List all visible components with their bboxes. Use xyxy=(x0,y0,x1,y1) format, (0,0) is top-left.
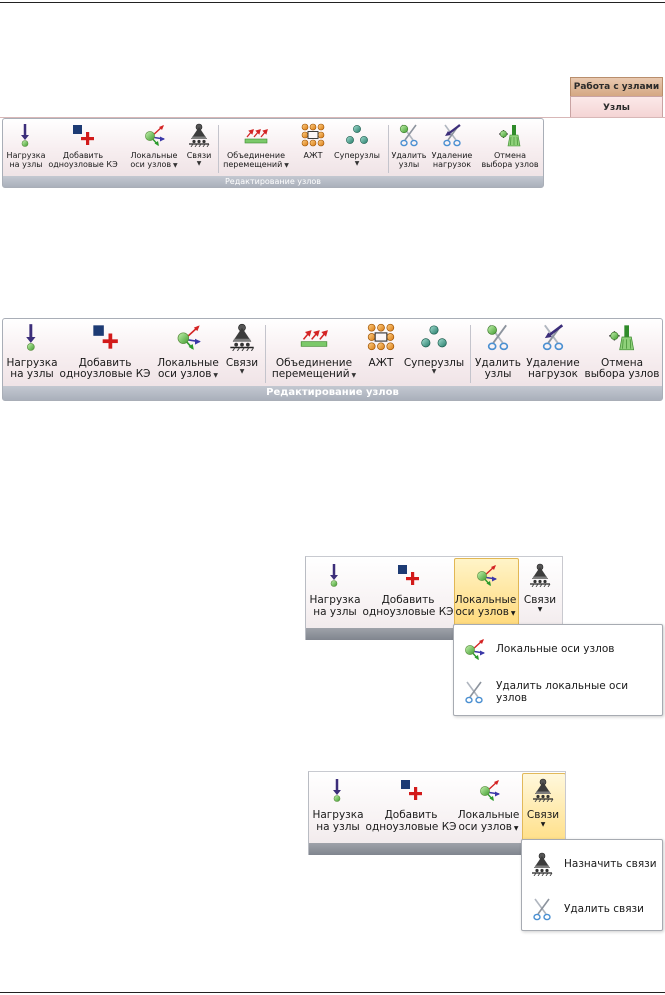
add-single-node-fe-button[interactable] xyxy=(61,323,149,381)
load-on-nodes-button[interactable] xyxy=(311,778,365,833)
local-axes-icon xyxy=(462,637,486,661)
add-fe-label-1: Добавить xyxy=(381,594,435,606)
delete-loads-label-1: Удаление xyxy=(431,151,473,160)
local-axes-label-2: оси узлов xyxy=(157,368,212,381)
delete-nodes-button[interactable] xyxy=(391,123,427,169)
add-fe-label-2: одноузловые КЭ xyxy=(48,159,118,169)
deselect-label-1: Отмена xyxy=(600,357,644,369)
menu-item-delete-supports[interactable] xyxy=(522,892,662,926)
chevron-down-icon: ▼ xyxy=(196,159,202,167)
load-label-1: Нагрузка xyxy=(309,594,361,606)
merge-displacements-button[interactable] xyxy=(223,123,289,169)
delete-loads-button[interactable] xyxy=(524,323,582,381)
delete-nodes-icon xyxy=(484,323,512,351)
supernodes-icon xyxy=(345,123,369,147)
ribbon-group-small xyxy=(2,118,544,188)
chevron-down-icon: ▼ xyxy=(349,372,357,380)
load-on-nodes-button[interactable] xyxy=(308,563,362,618)
group-separator xyxy=(218,125,219,173)
group-separator xyxy=(265,325,266,383)
chevron-down-icon: ▼ xyxy=(540,820,546,828)
menu-item-label: Удалить связи xyxy=(564,903,644,915)
deselect-nodes-button[interactable] xyxy=(583,323,661,381)
merge-displacements-icon xyxy=(300,323,328,351)
menu-item-label: Назначить связи xyxy=(564,858,657,870)
ribbon-edge xyxy=(562,557,563,628)
deselect-nodes-button[interactable] xyxy=(478,123,542,169)
tab-nodes[interactable]: Узлы xyxy=(570,96,663,118)
delete-loads-icon xyxy=(539,323,567,351)
chevron-down-icon: ▼ xyxy=(511,824,519,832)
delete-loads-label-2: нагрузок xyxy=(432,159,472,169)
supports-label: Связи xyxy=(225,357,259,369)
add-fe-label-2: одноузловые КЭ xyxy=(365,820,457,833)
delete-loads-label-1: Удаление xyxy=(526,357,580,369)
local-axes-button[interactable] xyxy=(456,778,521,833)
supernodes-label: Суперузлы xyxy=(334,151,380,160)
menu-item-assign-supports[interactable] xyxy=(522,848,662,880)
page-bottom-rule xyxy=(0,992,665,993)
support-icon xyxy=(531,778,555,802)
load-icon xyxy=(326,778,350,802)
merge-label-1: Объединение xyxy=(226,151,286,160)
scissors-icon xyxy=(462,679,486,705)
add-fe-icon xyxy=(399,778,423,802)
supports-label: Связи xyxy=(526,809,560,821)
group-separator xyxy=(470,325,471,383)
deselect-nodes-icon xyxy=(608,323,636,351)
menu-item-label: Локальные оси узлов xyxy=(496,643,615,655)
supernodes-button[interactable] xyxy=(332,123,382,167)
add-fe-icon xyxy=(71,123,95,147)
ribbon-group-large xyxy=(2,318,663,401)
local-axes-button[interactable] xyxy=(453,563,518,618)
add-single-node-fe-button[interactable] xyxy=(367,778,455,833)
local-axes-dropdown-menu xyxy=(453,624,663,716)
add-fe-label-1: Добавить xyxy=(384,809,438,821)
add-fe-icon xyxy=(396,563,420,587)
local-axes-button[interactable] xyxy=(155,323,221,381)
local-axes-icon xyxy=(477,778,501,802)
support-icon xyxy=(228,323,256,351)
local-axes-icon xyxy=(174,323,202,351)
supports-dropdown-menu xyxy=(521,839,663,931)
load-label-1: Нагрузка xyxy=(6,357,58,369)
load-label-2: на узлы xyxy=(9,159,43,169)
delete-nodes-label-1: Удалить xyxy=(475,357,521,369)
chevron-down-icon: ▼ xyxy=(508,609,516,617)
merge-label-1: Объединение xyxy=(275,357,353,369)
chevron-down-icon: ▼ xyxy=(282,161,289,169)
local-axes-button[interactable] xyxy=(128,123,180,169)
delete-loads-label-2: нагрузок xyxy=(527,368,579,381)
supports-button[interactable] xyxy=(224,323,260,376)
chevron-down-icon: ▼ xyxy=(211,372,218,380)
load-label-2: на узлы xyxy=(10,368,54,381)
rigid-label: АЖТ xyxy=(303,151,323,160)
support-icon xyxy=(187,123,211,147)
rigid-body-icon xyxy=(367,323,395,351)
group-label: Редактирование узлов xyxy=(3,386,662,400)
delete-nodes-button[interactable] xyxy=(473,323,523,381)
delete-nodes-label-2: узлы xyxy=(398,159,420,169)
deselect-label-2: выбора узлов xyxy=(481,159,539,169)
add-single-node-fe-button[interactable] xyxy=(364,563,452,618)
rigid-label: АЖТ xyxy=(368,357,394,369)
ribbon-edge xyxy=(565,772,566,843)
supports-button[interactable] xyxy=(185,123,213,167)
chevron-down-icon: ▼ xyxy=(239,368,245,376)
merge-label-2: перемещений xyxy=(271,368,350,381)
supports-button[interactable] xyxy=(522,563,558,613)
rigid-body-button[interactable] xyxy=(300,123,326,161)
add-fe-icon xyxy=(91,323,119,351)
supports-button[interactable] xyxy=(524,778,562,828)
chevron-down-icon: ▼ xyxy=(431,368,437,376)
chevron-down-icon: ▼ xyxy=(537,605,543,613)
chevron-down-icon: ▼ xyxy=(171,161,178,169)
add-fe-label-1: Добавить xyxy=(62,151,104,160)
load-on-nodes-button[interactable] xyxy=(8,123,44,169)
page-top-rule xyxy=(0,2,665,3)
load-icon xyxy=(18,323,46,351)
delete-loads-button[interactable] xyxy=(430,123,474,169)
supernodes-button[interactable] xyxy=(403,323,465,376)
group-separator xyxy=(388,125,389,173)
rigid-body-icon xyxy=(301,123,325,147)
load-icon xyxy=(14,123,38,147)
delete-nodes-label-1: Удалить xyxy=(391,151,427,160)
local-axes-label-1: Локальные xyxy=(454,594,517,606)
merge-displacements-icon xyxy=(244,123,268,147)
load-on-nodes-button[interactable] xyxy=(6,323,58,381)
supernodes-label: Суперузлы xyxy=(403,357,465,369)
context-tab-node-tools[interactable]: Работа с узлами xyxy=(570,77,663,96)
add-fe-label-2: одноузловые КЭ xyxy=(362,605,454,618)
delete-loads-icon xyxy=(440,123,464,147)
deselect-label-1: Отмена xyxy=(493,151,527,160)
group-label: Редактирование узлов xyxy=(3,176,543,187)
deselect-label-2: выбора узлов xyxy=(584,368,660,381)
local-axes-label-2: оси узлов xyxy=(458,820,512,833)
rigid-body-button[interactable] xyxy=(363,323,399,369)
menu-item-label: Удалить локальные оси узлов xyxy=(496,680,629,704)
local-axes-label-1: Локальные xyxy=(130,151,178,160)
load-label-2: на узлы xyxy=(316,820,360,833)
add-single-node-fe-button[interactable] xyxy=(48,123,118,169)
delete-nodes-icon xyxy=(397,123,421,147)
local-axes-label-1: Локальные xyxy=(457,809,520,821)
merge-label-2: перемещений xyxy=(223,159,283,169)
local-axes-icon xyxy=(142,123,166,147)
local-axes-icon xyxy=(474,563,498,587)
supports-label: Связи xyxy=(186,151,212,160)
local-axes-label-2: оси узлов xyxy=(130,159,172,169)
merge-displacements-button[interactable] xyxy=(270,323,358,381)
menu-item-local-axes[interactable] xyxy=(454,633,662,665)
support-icon xyxy=(530,852,554,876)
add-fe-label-2: одноузловые КЭ xyxy=(59,368,151,381)
menu-item-delete-local-axes[interactable] xyxy=(454,675,662,709)
delete-nodes-label-2: узлы xyxy=(484,368,512,381)
deselect-nodes-icon xyxy=(498,123,522,147)
load-label-1: Нагрузка xyxy=(6,151,46,160)
load-label-1: Нагрузка xyxy=(312,809,364,821)
support-icon xyxy=(528,563,552,587)
scissors-icon xyxy=(530,896,554,922)
load-label-2: на узлы xyxy=(313,605,357,618)
local-axes-label-2: оси узлов xyxy=(455,605,509,618)
local-axes-label-1: Локальные xyxy=(157,357,219,369)
load-icon xyxy=(323,563,347,587)
chevron-down-icon: ▼ xyxy=(354,159,360,167)
supernodes-icon xyxy=(420,323,448,351)
supports-label: Связи xyxy=(523,594,557,606)
add-fe-label-1: Добавить xyxy=(78,357,132,369)
